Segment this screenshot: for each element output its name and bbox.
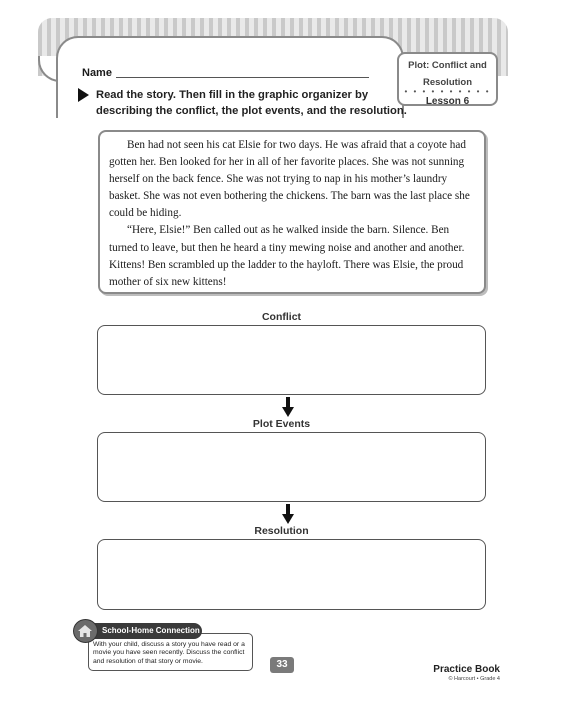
resolution-box[interactable]: [97, 539, 486, 610]
lesson-dots: • • • • • • • • • •: [404, 87, 491, 96]
school-home-text: With your child, discuss a story you have read or a movie you have seen recently. Discuss the conflict and resolution of that story or movie.: [93, 641, 245, 665]
down-arrow-icon: [282, 504, 294, 524]
school-home-title: School-Home Connection: [102, 626, 200, 635]
copyright-text: © Harcourt • Grade 4: [448, 676, 500, 682]
directions-text: Read the story. Then fill in the graphic organizer by describing the conflict, the plot events, and the resolution.: [96, 89, 407, 117]
conflict-label: Conflict: [261, 311, 302, 323]
lesson-number: Lesson 6: [425, 96, 470, 107]
down-arrow-icon: [282, 397, 294, 417]
story-paragraph-1: Ben had not seen his cat Elsie for two days. He was afraid that a coyote had gotten her. Ben looked for her in all of her favorite places. She was not sunning herself on the back fence. She was not trying to nap in his mother’s laundry basket. She was not even bothering the chickens. The barn was the last place she could be hiding.: [109, 139, 470, 220]
house-icon: [73, 619, 98, 643]
name-label: Name: [82, 67, 112, 79]
plot-events-box[interactable]: [97, 432, 486, 502]
school-home-title-pill: [80, 623, 202, 639]
resolution-label: Resolution: [254, 525, 309, 537]
lesson-title-line1: Plot: Conflict and: [408, 60, 487, 71]
story-paragraph-2: “Here, Elsie!” Ben called out as he walked inside the barn. Silence. Ben turned to leave, but then he heard a tiny mewing noise and another and another. Kittens! Ben scrambled up the ladder to the hayloft. There was Elsie, the proud mother of six new kittens!: [109, 224, 465, 288]
plot-events-label: Plot Events: [252, 418, 311, 430]
conflict-box[interactable]: [97, 325, 486, 395]
name-field[interactable]: [116, 77, 369, 78]
book-title: Practice Book: [433, 664, 500, 675]
page-number: 33: [270, 657, 294, 673]
story-text: [109, 137, 473, 291]
pointer-arrow-icon: [78, 88, 89, 102]
lesson-title-line2: Resolution: [422, 77, 473, 88]
